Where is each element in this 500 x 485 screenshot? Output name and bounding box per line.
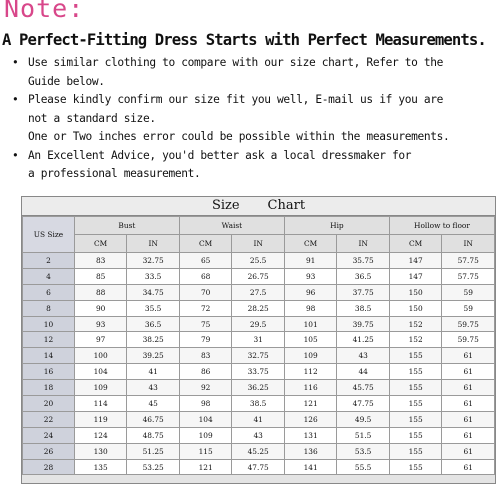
table-row xyxy=(23,396,495,412)
measure-cell: 26.75 xyxy=(232,268,285,284)
measure-cell: 39.25 xyxy=(127,348,180,364)
unit-in: IN xyxy=(442,235,495,253)
measure-cell: 119 xyxy=(74,411,127,427)
size-cell: 16 xyxy=(23,364,75,380)
measure-cell: 115 xyxy=(179,443,232,459)
size-cell: 28 xyxy=(23,459,75,475)
measure-cell: 155 xyxy=(389,348,442,364)
size-cell: 20 xyxy=(23,396,75,412)
unit-cm: CM xyxy=(179,235,232,253)
measure-cell: 35.5 xyxy=(127,300,180,316)
measure-cell: 150 xyxy=(389,284,442,300)
measure-cell: 41 xyxy=(127,364,180,380)
measure-cell: 45.25 xyxy=(232,443,285,459)
measure-cell: 93 xyxy=(74,316,127,332)
chart-title xyxy=(22,197,495,216)
measure-cell: 53.25 xyxy=(127,459,180,475)
unit-in: IN xyxy=(337,235,390,253)
bullet-icon: • xyxy=(12,56,19,69)
measure-cell: 59.75 xyxy=(442,332,495,348)
measure-cell: 155 xyxy=(389,443,442,459)
note-text: Use similar clothing to compare with our size chart, Refer to the xyxy=(28,56,444,69)
measure-cell: 29.5 xyxy=(232,316,285,332)
unit-cm: CM xyxy=(284,235,337,253)
measure-cell: 25.5 xyxy=(232,253,285,269)
measure-cell: 61 xyxy=(442,459,495,475)
measure-cell: 43 xyxy=(127,380,180,396)
measure-cell: 152 xyxy=(389,316,442,332)
measure-cell: 43 xyxy=(232,427,285,443)
size-cell: 8 xyxy=(23,300,75,316)
measure-cell: 100 xyxy=(74,348,127,364)
measure-cell: 59.75 xyxy=(442,316,495,332)
measure-cell: 53.5 xyxy=(337,443,390,459)
table-row xyxy=(23,284,495,300)
measure-cell: 75 xyxy=(179,316,232,332)
note-text: Please kindly confirm our size fit you well, E-mail us if you are xyxy=(28,93,444,106)
measure-cell: 65 xyxy=(179,253,232,269)
measure-cell: 155 xyxy=(389,427,442,443)
measure-cell: 147 xyxy=(389,253,442,269)
measure-cell: 98 xyxy=(284,300,337,316)
measure-cell: 104 xyxy=(74,364,127,380)
measure-cell: 79 xyxy=(179,332,232,348)
unit-cm: CM xyxy=(389,235,442,253)
measure-cell: 31 xyxy=(232,332,285,348)
note-text-cont: Guide below. xyxy=(28,74,105,88)
measure-cell: 34.75 xyxy=(127,284,180,300)
measure-cell: 61 xyxy=(442,427,495,443)
table-row xyxy=(23,364,495,380)
chart-title-size: Size xyxy=(211,198,240,213)
table-row xyxy=(23,300,495,316)
measure-cell: 68 xyxy=(179,268,232,284)
measure-cell: 48.75 xyxy=(127,427,180,443)
table-row xyxy=(23,443,495,459)
measure-cell: 45.75 xyxy=(337,380,390,396)
size-table xyxy=(22,216,495,475)
measure-cell: 121 xyxy=(284,396,337,412)
table-row xyxy=(23,411,495,427)
unit-in: IN xyxy=(232,235,285,253)
measure-cell: 51.5 xyxy=(337,427,390,443)
measure-cell: 109 xyxy=(179,427,232,443)
measure-cell: 116 xyxy=(284,380,337,396)
unit-cm: CM xyxy=(74,235,127,253)
measure-cell: 43 xyxy=(337,348,390,364)
size-cell: 4 xyxy=(23,268,75,284)
measure-cell: 109 xyxy=(284,348,337,364)
measure-cell: 155 xyxy=(389,364,442,380)
measure-cell: 51.25 xyxy=(127,443,180,459)
measure-cell: 44 xyxy=(337,364,390,380)
measure-cell: 88 xyxy=(74,284,127,300)
measure-cell: 46.75 xyxy=(127,411,180,427)
measure-cell: 27.5 xyxy=(232,284,285,300)
note-text-cont: One or Two inches error could be possible within the measurements. xyxy=(28,130,450,143)
measure-cell: 105 xyxy=(284,332,337,348)
table-row xyxy=(23,316,495,332)
waist-header: Waist xyxy=(179,217,284,235)
measure-cell: 41.25 xyxy=(337,332,390,348)
table-row xyxy=(23,332,495,348)
measure-cell: 92 xyxy=(179,380,232,396)
measure-cell: 61 xyxy=(442,443,495,459)
bust-header: Bust xyxy=(74,217,179,235)
measure-cell: 135 xyxy=(74,459,127,475)
measure-cell: 59 xyxy=(442,284,495,300)
size-cell: 12 xyxy=(23,332,75,348)
measure-cell: 155 xyxy=(389,396,442,412)
table-row xyxy=(23,459,495,475)
bullet-icon: • xyxy=(12,148,19,162)
group-header-row xyxy=(23,217,495,235)
note-item xyxy=(12,54,498,73)
measure-cell: 85 xyxy=(74,268,127,284)
measure-cell: 121 xyxy=(179,459,232,475)
measure-cell: 61 xyxy=(442,380,495,396)
measure-cell: 55.5 xyxy=(337,459,390,475)
measure-cell: 126 xyxy=(284,411,337,427)
measure-cell: 38.5 xyxy=(337,300,390,316)
table-row xyxy=(23,268,495,284)
measure-cell: 147 xyxy=(389,268,442,284)
measure-cell: 41 xyxy=(232,411,285,427)
size-cell: 26 xyxy=(23,443,75,459)
measure-cell: 96 xyxy=(284,284,337,300)
table-row xyxy=(23,380,495,396)
measure-cell: 86 xyxy=(179,364,232,380)
measure-cell: 72 xyxy=(179,300,232,316)
measure-cell: 28.25 xyxy=(232,300,285,316)
measure-cell: 37.75 xyxy=(337,284,390,300)
measure-cell: 101 xyxy=(284,316,337,332)
table-row xyxy=(23,427,495,443)
measure-cell: 97 xyxy=(74,332,127,348)
size-table-body xyxy=(23,253,495,475)
size-cell: 24 xyxy=(23,427,75,443)
size-cell: 2 xyxy=(23,253,75,269)
note-title: Note: xyxy=(4,0,85,23)
measure-cell: 35.75 xyxy=(337,253,390,269)
measure-cell: 136 xyxy=(284,443,337,459)
notes-list xyxy=(12,54,498,184)
measure-cell: 61 xyxy=(442,364,495,380)
measure-cell: 155 xyxy=(389,380,442,396)
size-cell: 18 xyxy=(23,380,75,396)
size-chart xyxy=(21,196,496,484)
note-text-cont: a professional measurement. xyxy=(28,167,201,180)
chart-title-chart: Chart xyxy=(267,198,306,213)
measure-cell: 141 xyxy=(284,459,337,475)
measure-cell: 32.75 xyxy=(232,348,285,364)
measure-cell: 47.75 xyxy=(232,459,285,475)
measure-cell: 90 xyxy=(74,300,127,316)
measure-cell: 155 xyxy=(389,411,442,427)
measure-cell: 93 xyxy=(284,268,337,284)
size-cell: 10 xyxy=(23,316,75,332)
hip-header: Hip xyxy=(284,217,389,235)
measure-cell: 45 xyxy=(127,396,180,412)
measure-cell: 152 xyxy=(389,332,442,348)
measure-cell: 57.75 xyxy=(442,268,495,284)
table-row xyxy=(23,348,495,364)
table-row xyxy=(23,253,495,269)
measure-cell: 83 xyxy=(74,253,127,269)
measure-cell: 61 xyxy=(442,411,495,427)
size-cell: 6 xyxy=(23,284,75,300)
measure-cell: 61 xyxy=(442,396,495,412)
hollow-to-floor-header: Hollow to floor xyxy=(389,217,494,235)
measure-cell: 33.75 xyxy=(232,364,285,380)
measure-cell: 49.5 xyxy=(337,411,390,427)
note-item xyxy=(12,91,498,110)
unit-header-row xyxy=(23,235,495,253)
measure-cell: 47.75 xyxy=(337,396,390,412)
measure-cell: 39.75 xyxy=(337,316,390,332)
measure-cell: 104 xyxy=(179,411,232,427)
measure-cell: 91 xyxy=(284,253,337,269)
measure-cell: 33.5 xyxy=(127,268,180,284)
measure-cell: 124 xyxy=(74,427,127,443)
measure-cell: 32.75 xyxy=(127,253,180,269)
unit-in: IN xyxy=(127,235,180,253)
measure-cell: 36.5 xyxy=(127,316,180,332)
size-cell: 14 xyxy=(23,348,75,364)
measure-cell: 38.5 xyxy=(232,396,285,412)
measure-cell: 98 xyxy=(179,396,232,412)
measure-cell: 112 xyxy=(284,364,337,380)
measure-cell: 114 xyxy=(74,396,127,412)
measure-cell: 61 xyxy=(442,348,495,364)
note-item xyxy=(12,147,498,166)
measure-cell: 36.5 xyxy=(337,268,390,284)
measure-cell: 70 xyxy=(179,284,232,300)
measure-cell: 155 xyxy=(389,459,442,475)
measure-cell: 38.25 xyxy=(127,332,180,348)
measure-cell: 36.25 xyxy=(232,380,285,396)
note-text-cont: not a standard size. xyxy=(28,111,156,125)
size-cell: 22 xyxy=(23,411,75,427)
bullet-icon: • xyxy=(12,93,19,106)
note-text: An Excellent Advice, you'd better ask a local dressmaker for xyxy=(28,148,412,162)
measure-cell: 83 xyxy=(179,348,232,364)
measure-cell: 57.75 xyxy=(442,253,495,269)
measure-cell: 59 xyxy=(442,300,495,316)
measure-cell: 131 xyxy=(284,427,337,443)
us-size-header: US Size xyxy=(23,217,75,253)
measure-cell: 109 xyxy=(74,380,127,396)
measure-cell: 130 xyxy=(74,443,127,459)
measure-cell: 150 xyxy=(389,300,442,316)
headline: A Perfect-Fitting Dress Starts with Perfect Measurements. xyxy=(2,31,486,49)
